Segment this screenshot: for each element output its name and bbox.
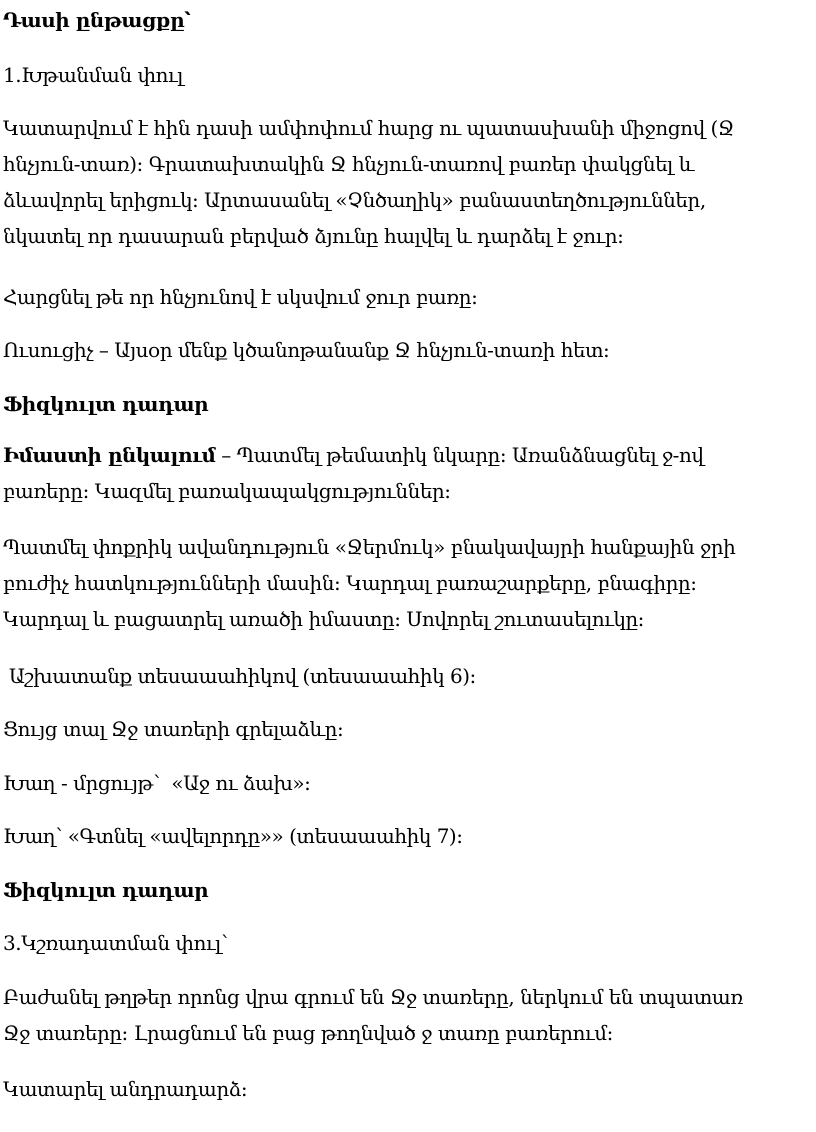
text-line: Կարդալ և բացատրել առածի իմաստը։ Սովորել շուտասելուկը։ — [3, 607, 644, 631]
text-line: բառերը։ Կազմել բառակապակցություններ։ — [3, 479, 451, 503]
text-line: ձևավորել երիցուկ։ Արտասանել «Չնծաղիկ» բանաստեղծություններ, — [3, 188, 706, 212]
lesson-heading: Դասի ընթացքը՝ — [3, 8, 191, 32]
paragraph-meaning — [3, 437, 813, 509]
text-line: Կատարվում է հին դասի ամփոփում հարց ու պատասխանի միջոցով (Ջ — [3, 116, 734, 140]
stage3-title: 3.Կշռադատման փուլ՝ — [3, 931, 228, 955]
text-line: բուժիչ հատկությունների մասին։ Կարդալ բառաշարքերը, բնագիրը։ — [3, 571, 697, 595]
fizkult-break-1: Ֆիզկուլտ դադար — [3, 392, 209, 416]
text-line: Պատմել փոքրիկ ավանդություն «Ջերմուկ» բնակավայրի հանքային ջրի — [3, 535, 736, 559]
paragraph-letter-shapes: Ցույց տալ Ջջ տառերի գրելաձևը։ — [3, 717, 344, 741]
paragraph-game-contest: Խաղ - մրցույթ՝ «Աջ ու ձախ»։ — [3, 771, 311, 795]
paragraph-legend — [3, 529, 813, 637]
paragraph-teacher: Ուսուցիչ – Այսօր մենք կծանոթանանք Ջ հնչյուն-տառի հետ։ — [3, 338, 610, 362]
text-line: նկատել որ դասարան բերված ձյունը հալվել և դարձել է ջուր։ — [3, 224, 624, 248]
meaning-label: Իմաստի ընկալում — [3, 443, 216, 467]
stage1-title: 1.Խթանման փուլ — [3, 63, 183, 87]
paragraph-video-6: Աշխատանք տեսաաահիկով (տեսաաահիկ 6)։ — [3, 664, 476, 688]
meaning-text: – Պատմել թեմատիկ նկարը։ Առանձնացնել ջ-ով — [215, 443, 704, 467]
paragraph-worksheet — [3, 979, 813, 1051]
text-line: Բաժանել թղթեր որոնց վրա գրում են Ջջ տառերը, ներկում են տպատառ — [3, 985, 743, 1009]
paragraph-game-extra: Խաղ՝ «Գտնել «ավելորդը»» (տեսաաահիկ 7)։ — [3, 824, 463, 848]
paragraph-question: Հարցնել թե որ հնչյունով է սկսվում ջուր բառը։ — [3, 285, 478, 309]
paragraph-intro — [3, 110, 813, 254]
text-line: Ջջ տառերը։ Լրացնում են բաց թողնված ջ տառը բառերում։ — [3, 1021, 613, 1045]
fizkult-break-2: Ֆիզկուլտ դադար — [3, 878, 209, 902]
paragraph-reflection: Կատարել անդրադարձ։ — [3, 1077, 248, 1101]
text-line: հնչյուն-տառ)։ Գրատախտակին Ջ հնչյուն-տառով բառեր փակցնել և — [3, 152, 694, 176]
